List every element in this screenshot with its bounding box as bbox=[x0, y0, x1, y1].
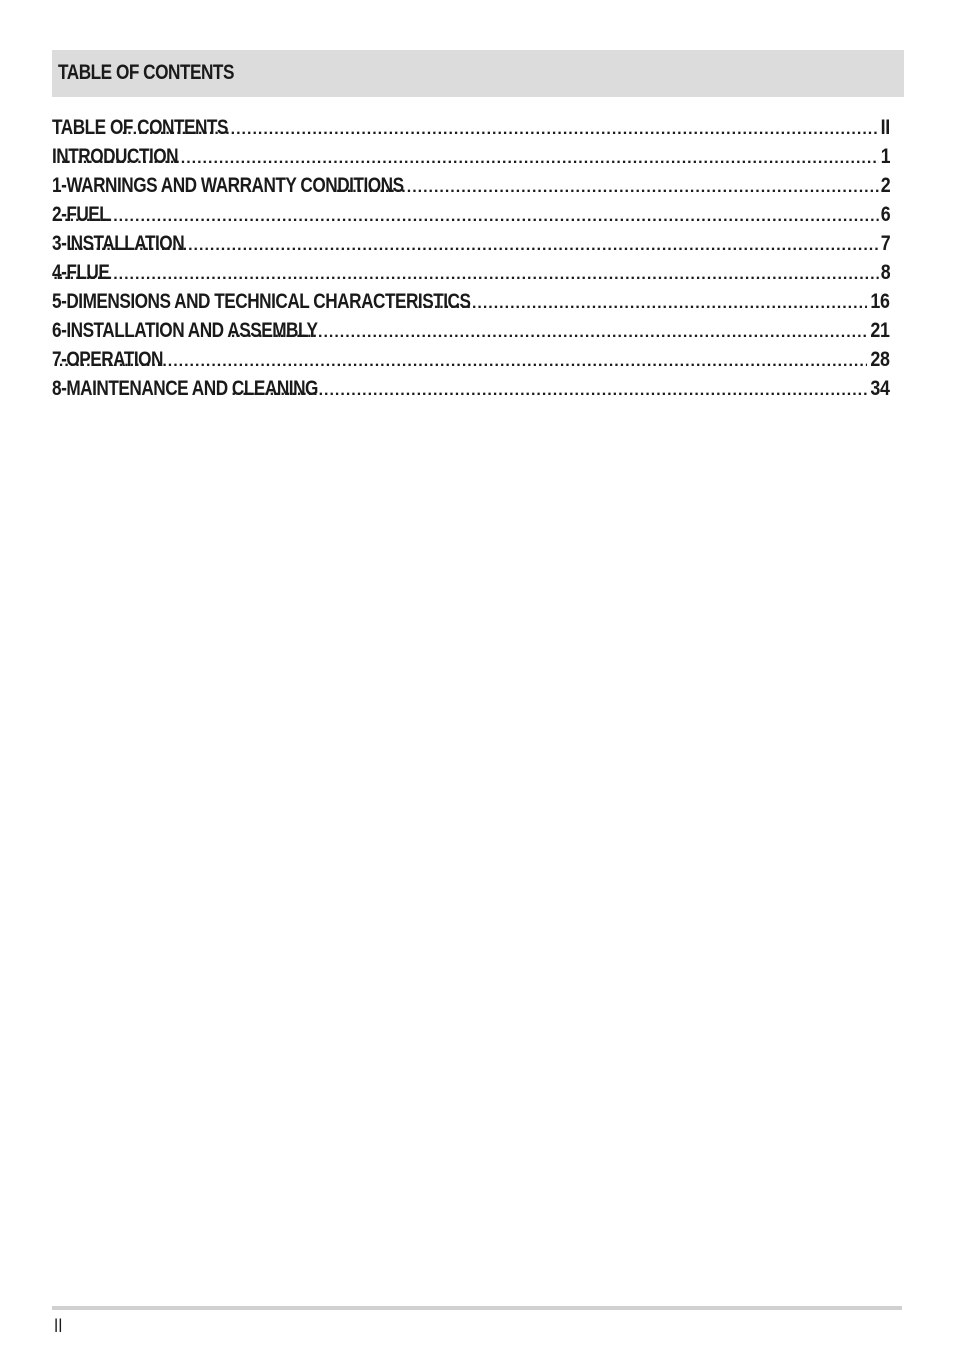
toc-dot-leader bbox=[52, 202, 879, 229]
toc-dot-leader bbox=[225, 376, 867, 403]
toc-entry-title: INTRODUCTION bbox=[52, 145, 179, 168]
toc-entry-title: 8-MAINTENANCE AND CLEANING bbox=[52, 377, 318, 400]
toc-dot-leader bbox=[62, 231, 878, 258]
toc-entry-title: 6-INSTALLATION AND ASSEMBLY bbox=[52, 319, 318, 342]
footer-divider bbox=[52, 1306, 902, 1310]
toc-entry[interactable] bbox=[52, 142, 890, 171]
toc-dot-leader bbox=[225, 318, 868, 345]
section-header-bar bbox=[52, 50, 904, 97]
toc-dot-leader bbox=[55, 144, 879, 171]
footer-page-number: II bbox=[54, 1316, 63, 1337]
toc-entry-title: 4-FLUE bbox=[52, 261, 110, 284]
toc-entry[interactable] bbox=[52, 171, 890, 200]
toc-entry[interactable] bbox=[52, 200, 890, 229]
toc-entry[interactable] bbox=[52, 113, 890, 142]
toc-entry[interactable] bbox=[52, 316, 890, 345]
toc-entry-title: 7-OPERATION bbox=[52, 348, 163, 371]
toc-entry[interactable] bbox=[52, 287, 890, 316]
page-title: TABLE OF CONTENTS bbox=[58, 61, 234, 84]
toc-entry-page: 8 bbox=[880, 261, 890, 284]
toc-dot-leader bbox=[412, 289, 868, 316]
table-of-contents bbox=[52, 113, 890, 403]
toc-entry-title: 2-FUEL bbox=[52, 203, 110, 226]
toc-entry-page: 1 bbox=[880, 145, 890, 168]
toc-entry-page: II bbox=[880, 116, 890, 139]
toc-entry-page: 6 bbox=[880, 203, 890, 226]
toc-entry-page: 2 bbox=[880, 174, 890, 197]
toc-entry-page: 16 bbox=[870, 290, 890, 313]
toc-dot-leader bbox=[330, 173, 879, 200]
toc-entry-page: 34 bbox=[870, 377, 890, 400]
toc-entry[interactable] bbox=[52, 345, 890, 374]
toc-entry[interactable] bbox=[52, 229, 890, 258]
toc-entry-page: 7 bbox=[880, 232, 890, 255]
toc-entry-title: 3-INSTALLATION bbox=[52, 232, 185, 255]
toc-entry-page: 28 bbox=[870, 348, 890, 371]
toc-entry-page: 21 bbox=[870, 319, 890, 342]
toc-entry-title: 1-WARNINGS AND WARRANTY CONDITIONS bbox=[52, 174, 404, 197]
toc-entry-title: 5-DIMENSIONS AND TECHNICAL CHARACTERISTICS bbox=[52, 290, 471, 313]
toc-dot-leader bbox=[52, 347, 867, 374]
toc-entry[interactable] bbox=[52, 374, 890, 403]
toc-entry[interactable] bbox=[52, 258, 890, 287]
toc-dot-leader bbox=[116, 115, 879, 142]
toc-dot-leader bbox=[52, 260, 879, 287]
toc-entry-title: TABLE OF CONTENTS bbox=[52, 116, 228, 139]
